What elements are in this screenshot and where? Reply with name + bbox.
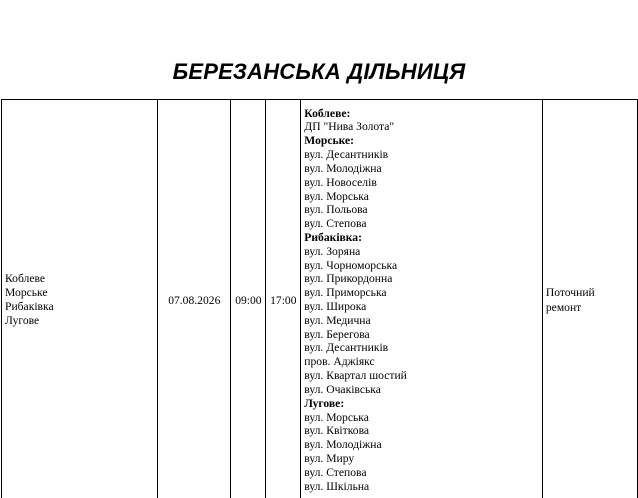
page-title: БЕРЕЗАНСЬКА ДІЛЬНИЦЯ — [172, 59, 466, 84]
street-address: вул. Квіткова — [304, 424, 370, 438]
street-address: вул. Десантників — [304, 341, 389, 355]
settlement-name: Рибаківка — [5, 300, 54, 313]
street-address: вул. Квартал шостий — [304, 369, 407, 383]
street-address: вул. Широка — [304, 300, 367, 313]
street-address: вул. Степова — [304, 217, 367, 231]
street-address: вул. Молодіжна — [304, 161, 382, 175]
outage-schedule-table — [1, 99, 638, 498]
street-address: вул. Новоселів — [304, 175, 377, 189]
table-row — [2, 100, 638, 498]
settlement-heading: Коблеве: — [304, 106, 351, 120]
street-address: вул. Прикордонна — [304, 272, 393, 286]
street-address: пров. Аджіякс — [304, 355, 375, 369]
work-type-text: Поточний — [545, 286, 595, 299]
settlement-name: Морське — [5, 286, 48, 300]
street-address: вул. Десантників — [304, 148, 389, 162]
street-address: вул. Чорноморська — [304, 258, 398, 272]
settlements-cell — [2, 100, 158, 498]
settlement-heading: Рибаківка: — [304, 230, 362, 244]
settlement-name: Коблеве — [5, 272, 46, 286]
street-address: ДП "Нива Золота" — [304, 120, 395, 134]
work-type-cell — [542, 100, 637, 498]
date-cell: 07.08.2026 — [158, 100, 231, 498]
street-address: вул. Берегова — [304, 327, 370, 341]
addresses-cell — [301, 100, 543, 498]
work-type-text: ремонт — [545, 301, 582, 314]
street-address: вул. Степова — [304, 465, 367, 479]
end-time-cell: 17:00 — [266, 100, 301, 498]
street-address: вул. Приморська — [304, 286, 387, 300]
street-address: вул. Морська — [304, 410, 369, 424]
street-address: вул. Очаківська — [304, 382, 381, 396]
street-address: вул. Молодіжна — [304, 438, 382, 452]
settlement-heading: Морське: — [304, 134, 354, 148]
street-address: вул. Шкільна — [304, 479, 370, 493]
street-address: вул. Медична — [304, 313, 371, 327]
settlement-heading: Лугове: — [304, 396, 345, 410]
settlement-name: Лугове — [5, 313, 40, 327]
street-address: вул. Польова — [304, 203, 368, 217]
street-address: вул. Морська — [304, 189, 369, 203]
start-time-cell: 09:00 — [231, 100, 266, 498]
street-address: вул. Зоряна — [304, 244, 361, 258]
street-address: вул. Миру — [304, 451, 355, 465]
